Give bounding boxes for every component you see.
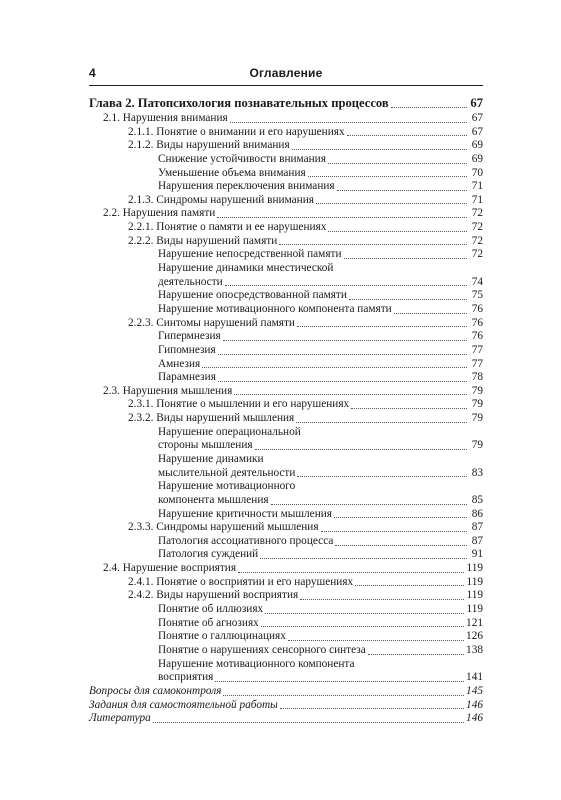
toc-entry — [89, 699, 483, 713]
dot-leader — [296, 422, 467, 423]
toc-entry — [89, 535, 483, 549]
dot-leader — [153, 722, 464, 723]
toc-entry-title: 2.4. Нарушение восприятия — [103, 562, 237, 575]
toc-entry-title: Понятие об агнозиях — [158, 616, 259, 629]
toc-entry-page: 79 — [471, 439, 483, 452]
toc-entry-page: 91 — [471, 548, 483, 561]
toc-entry-title: 2.2.3. Синтомы нарушений памяти — [128, 316, 295, 329]
toc-entry-page: 74 — [471, 275, 483, 288]
toc-entry-title: Задания для самостоятельной работы — [89, 698, 278, 711]
toc-entry-title-continuation: компонента мышления — [158, 493, 269, 506]
toc-entry — [89, 248, 483, 262]
toc-entry-title: Снижение устойчивости внимания — [158, 152, 326, 165]
toc-entry — [89, 658, 483, 685]
toc-entry — [89, 644, 483, 658]
dot-leader — [351, 408, 467, 409]
toc-entry-page: 67 — [471, 125, 483, 138]
toc-entry — [89, 358, 483, 372]
toc-entry-title: Нарушения переключения внимания — [158, 180, 335, 193]
dot-leader — [225, 285, 467, 286]
dot-leader — [234, 394, 467, 395]
dot-leader — [218, 381, 467, 382]
dot-leader — [202, 367, 467, 368]
toc-entry — [89, 521, 483, 535]
toc-entry-title: Нарушение динамики мнестической — [158, 262, 334, 275]
toc-entry — [89, 289, 483, 303]
toc-entry — [89, 562, 483, 576]
toc-entry — [89, 167, 483, 181]
toc-entry — [89, 371, 483, 385]
toc-entry-title: Глава 2. Патопсихология познавательных процессов — [89, 96, 389, 110]
toc-entry-title: Нарушение мотивационного — [158, 480, 296, 493]
toc-entry — [89, 139, 483, 153]
toc-entry — [89, 685, 483, 699]
dot-leader — [391, 107, 467, 108]
toc-entry — [89, 95, 483, 111]
toc-entry-title: Патология ассоциативного процесса — [158, 534, 334, 547]
toc-entry — [89, 221, 483, 235]
toc-entry-title: 2.1.2. Виды нарушений внимания — [128, 139, 290, 152]
dot-leader — [288, 640, 464, 641]
toc-entry — [89, 153, 483, 167]
toc-entry-page: 72 — [471, 248, 483, 261]
page-number: 4 — [89, 66, 96, 80]
toc-entry-page: 83 — [471, 466, 483, 479]
toc-entry-page: 85 — [471, 493, 483, 506]
toc-entry-title: Нарушение операциональной — [158, 425, 301, 438]
dot-leader — [215, 681, 464, 682]
toc-entry-title: Понятие о нарушениях сенсорного синтеза — [158, 643, 366, 656]
dot-leader — [368, 654, 464, 655]
dot-leader — [238, 572, 464, 573]
toc-entry-page: 126 — [466, 630, 483, 643]
toc-entry-title: Патология суждений — [158, 548, 259, 561]
toc-entry-title: Нарушение критичности мышления — [158, 507, 332, 520]
toc-entry — [89, 426, 483, 453]
toc-entry — [89, 480, 483, 507]
toc-entry-page: 72 — [471, 221, 483, 234]
toc-entry-page: 141 — [466, 671, 483, 684]
toc-entry-page: 71 — [471, 180, 483, 193]
toc-entry-title: Гипермнезия — [158, 330, 221, 343]
toc-entry-title: 2.3.1. Понятие о мышлении и его нарушениях — [128, 398, 350, 411]
toc-entry — [89, 630, 483, 644]
toc-entry-title: Нарушение непосредственной памяти — [158, 248, 342, 261]
dot-leader — [230, 122, 467, 123]
toc-entry-page: 77 — [471, 357, 483, 370]
toc-entry-title: Нарушение динамики — [158, 453, 264, 466]
toc-entry-page: 79 — [471, 412, 483, 425]
toc-entry-page: 76 — [471, 316, 483, 329]
dot-leader — [337, 190, 467, 191]
dot-leader — [218, 354, 467, 355]
toc-entry — [89, 180, 483, 194]
toc-entry-title: 2.3.2. Виды нарушений мышления — [128, 412, 295, 425]
toc-entry-page: 79 — [471, 384, 483, 397]
dot-leader — [328, 231, 467, 232]
dot-leader — [335, 545, 467, 546]
toc-entry-page: 76 — [471, 330, 483, 343]
toc-entry-title: 2.1.1. Понятие о внимании и его нарушениях — [128, 125, 345, 138]
toc-entry — [89, 508, 483, 522]
toc-entry — [89, 344, 483, 358]
toc-entry — [89, 589, 483, 603]
dot-leader — [328, 163, 467, 164]
toc-entry-title: Амнезия — [158, 357, 201, 370]
toc-entry-page: 67 — [470, 96, 483, 110]
toc-entry-title: Парамнезия — [158, 371, 216, 384]
toc-entry — [89, 235, 483, 249]
toc-entry-title-continuation: стороны мышления — [158, 439, 253, 452]
table-of-contents — [89, 95, 483, 726]
dot-leader — [394, 313, 467, 314]
toc-entry — [89, 317, 483, 331]
toc-entry-page: 146 — [466, 712, 483, 725]
toc-entry-title: Понятие об иллюзиях — [158, 603, 264, 616]
header-rule — [89, 85, 483, 86]
toc-entry-page: 119 — [466, 562, 483, 575]
dot-leader — [347, 135, 467, 136]
dot-leader — [217, 217, 467, 218]
toc-entry-page: 70 — [471, 166, 483, 179]
dot-leader — [308, 176, 467, 177]
toc-entry-page: 86 — [471, 507, 483, 520]
toc-entry-title: Литература — [89, 712, 151, 725]
dot-leader — [297, 476, 467, 477]
toc-entry-page: 121 — [466, 616, 483, 629]
toc-entry-page: 119 — [466, 589, 483, 602]
dot-leader — [223, 695, 464, 696]
toc-entry-title: 2.1. Нарушения внимания — [103, 111, 228, 124]
toc-entry — [89, 112, 483, 126]
toc-entry-title: 2.2.1. Понятие о памяти и ее нарушениях — [128, 221, 327, 234]
toc-entry-title: Уменьшение объема внимания — [158, 166, 306, 179]
toc-entry-title: Вопросы для самоконтроля — [89, 684, 222, 697]
toc-entry-title: 2.2. Нарушения памяти — [103, 207, 216, 220]
toc-entry-page: 67 — [471, 111, 483, 124]
dot-leader — [261, 626, 464, 627]
dot-leader — [355, 585, 464, 586]
toc-entry-page: 69 — [471, 139, 483, 152]
toc-entry — [89, 398, 483, 412]
toc-entry-page: 69 — [471, 152, 483, 165]
toc-entry — [89, 126, 483, 140]
dot-leader — [297, 326, 467, 327]
toc-entry — [89, 549, 483, 563]
dot-leader — [344, 258, 467, 259]
toc-entry-page: 79 — [471, 398, 483, 411]
toc-entry — [89, 453, 483, 480]
dot-leader — [280, 708, 464, 709]
toc-entry-title: 2.3.3. Синдромы нарушений мышления — [128, 521, 319, 534]
toc-entry-title: Нарушение мотивационного компонента — [158, 657, 355, 670]
toc-entry-page: 146 — [466, 698, 483, 711]
toc-entry-page: 75 — [471, 289, 483, 302]
toc-entry-title: 2.3. Нарушения мышления — [103, 384, 233, 397]
dot-leader — [316, 203, 467, 204]
toc-entry-title-continuation: деятельности — [158, 275, 223, 288]
toc-entry-title: 2.4.1. Понятие о восприятии и его нарушениях — [128, 575, 354, 588]
toc-entry-title: 2.2.2. Виды нарушений памяти — [128, 234, 278, 247]
running-title: Оглавление — [249, 66, 323, 80]
toc-entry-page: 138 — [466, 643, 483, 656]
toc-entry-title: Понятие о галлюцинациях — [158, 630, 286, 643]
toc-entry-page: 87 — [471, 534, 483, 547]
toc-entry-title-continuation: мыслительной деятельности — [158, 466, 296, 479]
toc-entry — [89, 712, 483, 726]
toc-entry — [89, 330, 483, 344]
dot-leader — [279, 244, 467, 245]
toc-entry-page: 72 — [471, 234, 483, 247]
toc-entry-page: 76 — [471, 302, 483, 315]
dot-leader — [223, 340, 467, 341]
toc-entry — [89, 617, 483, 631]
dot-leader — [321, 531, 467, 532]
page-header — [89, 66, 483, 86]
toc-entry-page: 77 — [471, 343, 483, 356]
dot-leader — [260, 558, 467, 559]
dot-leader — [300, 599, 464, 600]
toc-entry-title: 2.1.3. Синдромы нарушений внимания — [128, 193, 314, 206]
toc-entry — [89, 412, 483, 426]
toc-entry — [89, 262, 483, 289]
toc-entry-page: 72 — [471, 207, 483, 220]
dot-leader — [349, 299, 467, 300]
toc-entry-page: 71 — [471, 193, 483, 206]
dot-leader — [292, 149, 467, 150]
dot-leader — [255, 449, 467, 450]
toc-entry-title-continuation: восприятия — [158, 671, 214, 684]
toc-entry-title: 2.4.2. Виды нарушений восприятия — [128, 589, 299, 602]
toc-entry — [89, 576, 483, 590]
toc-entry-page: 119 — [466, 603, 483, 616]
toc-entry-title: Гипомнезия — [158, 343, 216, 356]
toc-entry-page: 87 — [471, 521, 483, 534]
toc-entry-title: Нарушение опосредствованной памяти — [158, 289, 347, 302]
toc-entry — [89, 194, 483, 208]
toc-entry — [89, 385, 483, 399]
dot-leader — [334, 517, 467, 518]
toc-entry-page: 119 — [466, 575, 483, 588]
dot-leader — [271, 504, 467, 505]
toc-entry — [89, 303, 483, 317]
toc-entry — [89, 603, 483, 617]
toc-entry-page: 145 — [466, 684, 483, 697]
toc-entry — [89, 207, 483, 221]
toc-entry-title: Нарушение мотивационного компонента памяти — [158, 302, 392, 315]
toc-entry-page: 78 — [471, 371, 483, 384]
dot-leader — [265, 613, 464, 614]
